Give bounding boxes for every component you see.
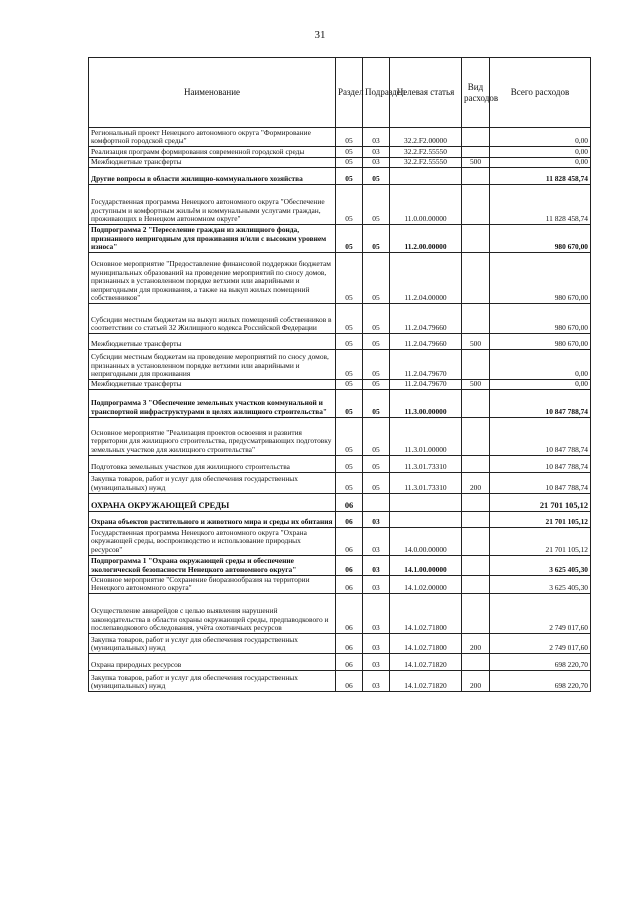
row-total: 21 701 105,12 [490,511,591,527]
row-name: Региональный проект Ненецкого автономного округа "Формирование комфортной городской среды" [89,128,336,147]
row-name: Основное мероприятие "Предоставление финансовой поддержки бюджетам муниципальных образований на проведение мероприятий по сносу домов, признанных в установленном порядке ветхими или аварийными и непригодными для проживания, а также на выкуп жилых помещений собственников" [89,253,336,304]
row-vid [462,575,490,593]
row-total: 10 847 788,74 [490,455,591,472]
row-vid [462,389,490,417]
row-total: 0,00 [490,158,591,168]
row-razdel: 06 [336,555,363,575]
table-row [89,527,591,555]
header-name: Наименование [89,58,336,128]
row-vid [462,304,490,334]
row-target: 14.1.02.71820 [390,670,462,691]
row-total: 3 625 405,30 [490,575,591,593]
row-vid [462,225,490,253]
table-row [89,185,591,225]
row-name: Государственная программа Ненецкого автономного округа "Обеспечение доступным и комфортным жильём и коммунальными услугами граждан, проживающих в Ненецком автономном округе" [89,185,336,225]
row-vid: 200 [462,670,490,691]
row-target: 14.1.02.00000 [390,575,462,593]
table-row [89,575,591,593]
row-target: 14.0.00.00000 [390,527,462,555]
row-name: Подпрограмма 3 "Обеспечение земельных участков коммунальной и транспортной инфраструктурами в целях жилищного строительства" [89,389,336,417]
table-row [89,472,591,493]
row-vid [462,147,490,158]
row-vid [462,555,490,575]
row-target [390,511,462,527]
row-podrazdel: 05 [363,225,390,253]
row-total: 698 220,70 [490,653,591,670]
row-razdel: 06 [336,653,363,670]
table-row [89,493,591,511]
row-razdel: 05 [336,417,363,455]
row-name: Закупка товаров, работ и услуг для обеспечения государственных (муниципальных) нужд [89,670,336,691]
row-name: ОХРАНА ОКРУЖАЮЩЕЙ СРЕДЫ [89,493,336,511]
row-name: Межбюджетные трансферты [89,334,336,350]
row-total: 10 847 788,74 [490,417,591,455]
table-header-row [89,58,591,128]
row-target: 32.2.F2.00000 [390,128,462,147]
table-row [89,128,591,147]
row-name: Субсидии местным бюджетам на проведение мероприятий по сносу домов, признанных в установленном порядке ветхими или аварийными и непригодными для проживания [89,350,336,380]
row-razdel: 06 [336,511,363,527]
row-target: 11.2.04.79670 [390,350,462,380]
row-vid [462,417,490,455]
row-podrazdel: 05 [363,472,390,493]
row-target: 14.1.02.71820 [390,653,462,670]
table-row [89,350,591,380]
row-name: Основное мероприятие "Реализация проектов освоения и развития территории для жилищного строительства, предусматривающих подготовку земельных участков для жилищного строительства" [89,417,336,455]
row-name: Государственная программа Ненецкого автономного округа "Охрана окружающей среды, воспроизводство и использование природных ресурсов" [89,527,336,555]
row-vid [462,653,490,670]
table-row [89,417,591,455]
row-total: 21 701 105,12 [490,493,591,511]
row-razdel: 06 [336,575,363,593]
row-name: Закупка товаров, работ и услуг для обеспечения государственных (муниципальных) нужд [89,472,336,493]
row-target: 11.2.00.00000 [390,225,462,253]
row-name: Подпрограмма 1 "Охрана окружающей среды и обеспечение экологической безопасности Ненецкого автономного округа" [89,555,336,575]
row-total: 698 220,70 [490,670,591,691]
table-row [89,455,591,472]
row-podrazdel: 05 [363,185,390,225]
row-target: 32.2.F2.55550 [390,158,462,168]
row-total: 2 749 017,60 [490,633,591,653]
row-vid [462,493,490,511]
row-razdel: 05 [336,225,363,253]
row-razdel: 05 [336,380,363,390]
row-podrazdel: 03 [363,575,390,593]
row-name: Межбюджетные трансферты [89,380,336,390]
row-vid [462,128,490,147]
row-total: 0,00 [490,380,591,390]
row-podrazdel: 03 [363,670,390,691]
row-vid: 500 [462,334,490,350]
row-razdel: 05 [336,455,363,472]
row-total: 21 701 105,12 [490,527,591,555]
row-razdel: 05 [336,350,363,380]
row-podrazdel: 03 [363,653,390,670]
row-total: 11 828 458,74 [490,168,591,185]
row-total: 0,00 [490,350,591,380]
row-target: 11.2.04.79660 [390,304,462,334]
table-row [89,593,591,633]
budget-table [88,57,591,692]
row-target: 11.0.00.00000 [390,185,462,225]
row-total: 3 625 405,30 [490,555,591,575]
row-target: 11.2.04.00000 [390,253,462,304]
row-total: 980 670,00 [490,334,591,350]
row-razdel: 06 [336,633,363,653]
row-total: 10 847 788,74 [490,472,591,493]
row-razdel: 05 [336,304,363,334]
row-podrazdel: 03 [363,147,390,158]
table-row [89,670,591,691]
row-razdel: 05 [336,472,363,493]
row-total: 10 847 788,74 [490,389,591,417]
row-razdel: 05 [336,128,363,147]
row-razdel: 06 [336,527,363,555]
row-vid [462,455,490,472]
table-body [89,128,591,692]
row-target: 11.3.01.00000 [390,417,462,455]
row-target [390,168,462,185]
table-row [89,225,591,253]
row-vid [462,527,490,555]
table-row [89,389,591,417]
row-vid [462,593,490,633]
row-target: 32.2.F2.55550 [390,147,462,158]
row-target: 11.2.04.79660 [390,334,462,350]
row-vid [462,253,490,304]
row-total: 980 670,00 [490,225,591,253]
row-razdel: 05 [336,168,363,185]
row-podrazdel: 03 [363,511,390,527]
row-podrazdel [363,493,390,511]
row-name: Охрана объектов растительного и животного мира и среды их обитания [89,511,336,527]
row-podrazdel: 03 [363,128,390,147]
row-total: 980 670,00 [490,304,591,334]
row-name: Субсидии местным бюджетам на выкуп жилых помещений собственников в соответствии со статьей 32 Жилищного кодекса Российской Федерации [89,304,336,334]
row-total: 0,00 [490,128,591,147]
table-row [89,653,591,670]
row-vid [462,185,490,225]
row-name: Закупка товаров, работ и услуг для обеспечения государственных (муниципальных) нужд [89,633,336,653]
row-vid [462,168,490,185]
header-razdel: Раздел [336,58,363,128]
row-podrazdel: 05 [363,304,390,334]
table-row [89,555,591,575]
table-row [89,380,591,390]
row-total: 11 828 458,74 [490,185,591,225]
table-row [89,304,591,334]
row-podrazdel: 05 [363,168,390,185]
row-name: Основное мероприятие "Сохранение биоразнообразия на территории Ненецкого автономного округа" [89,575,336,593]
row-podrazdel: 05 [363,350,390,380]
row-name: Другие вопросы в области жилищно-коммунального хозяйства [89,168,336,185]
table-row [89,158,591,168]
row-podrazdel: 03 [363,555,390,575]
row-podrazdel: 03 [363,593,390,633]
row-vid [462,350,490,380]
row-razdel: 05 [336,334,363,350]
row-total: 2 749 017,60 [490,593,591,633]
row-name: Подпрограмма 2 "Переселение граждан из жилищного фонда, признанного непригодным для проживания и/или с высоким уровнем износа" [89,225,336,253]
row-podrazdel: 05 [363,334,390,350]
row-podrazdel: 03 [363,158,390,168]
row-name: Осуществление авиарейдов с целью выявления нарушений законодательства в области охраны окружающей среды, предпаводкового и послепаводкового обследования, учёта охотничьих ресурсов [89,593,336,633]
table-row [89,511,591,527]
header-podrazdel: Подраздел [363,58,390,128]
row-razdel: 05 [336,158,363,168]
row-vid: 500 [462,158,490,168]
row-vid: 200 [462,472,490,493]
row-target: 14.1.02.71800 [390,593,462,633]
row-vid [462,511,490,527]
row-target: 14.1.00.00000 [390,555,462,575]
row-razdel: 06 [336,493,363,511]
row-target: 11.3.01.73310 [390,455,462,472]
page-number: 31 [314,29,326,41]
header-vid: Вид расходов [462,58,490,128]
row-razdel: 06 [336,670,363,691]
row-target: 14.1.02.71800 [390,633,462,653]
row-podrazdel: 05 [363,380,390,390]
table-row [89,147,591,158]
row-podrazdel: 05 [363,389,390,417]
row-total: 980 670,00 [490,253,591,304]
table-row [89,253,591,304]
row-total: 0,00 [490,147,591,158]
row-podrazdel: 03 [363,527,390,555]
row-vid: 200 [462,633,490,653]
row-target: 11.3.01.73310 [390,472,462,493]
row-podrazdel: 05 [363,253,390,304]
table-row [89,633,591,653]
row-target: 11.3.00.00000 [390,389,462,417]
row-razdel: 06 [336,593,363,633]
row-razdel: 05 [336,185,363,225]
row-podrazdel: 03 [363,633,390,653]
row-name: Охрана природных ресурсов [89,653,336,670]
row-razdel: 05 [336,147,363,158]
row-name: Межбюджетные трансферты [89,158,336,168]
header-target: Целевая статья [390,58,462,128]
row-vid: 500 [462,380,490,390]
table-row [89,168,591,185]
row-podrazdel: 05 [363,455,390,472]
row-razdel: 05 [336,253,363,304]
row-target [390,493,462,511]
header-total: Всего расходов [490,58,591,128]
table-row [89,334,591,350]
row-target: 11.2.04.79670 [390,380,462,390]
row-podrazdel: 05 [363,417,390,455]
row-razdel: 05 [336,389,363,417]
row-name: Подготовка земельных участков для жилищного строительства [89,455,336,472]
row-name: Реализация программ формирования современной городской среды [89,147,336,158]
